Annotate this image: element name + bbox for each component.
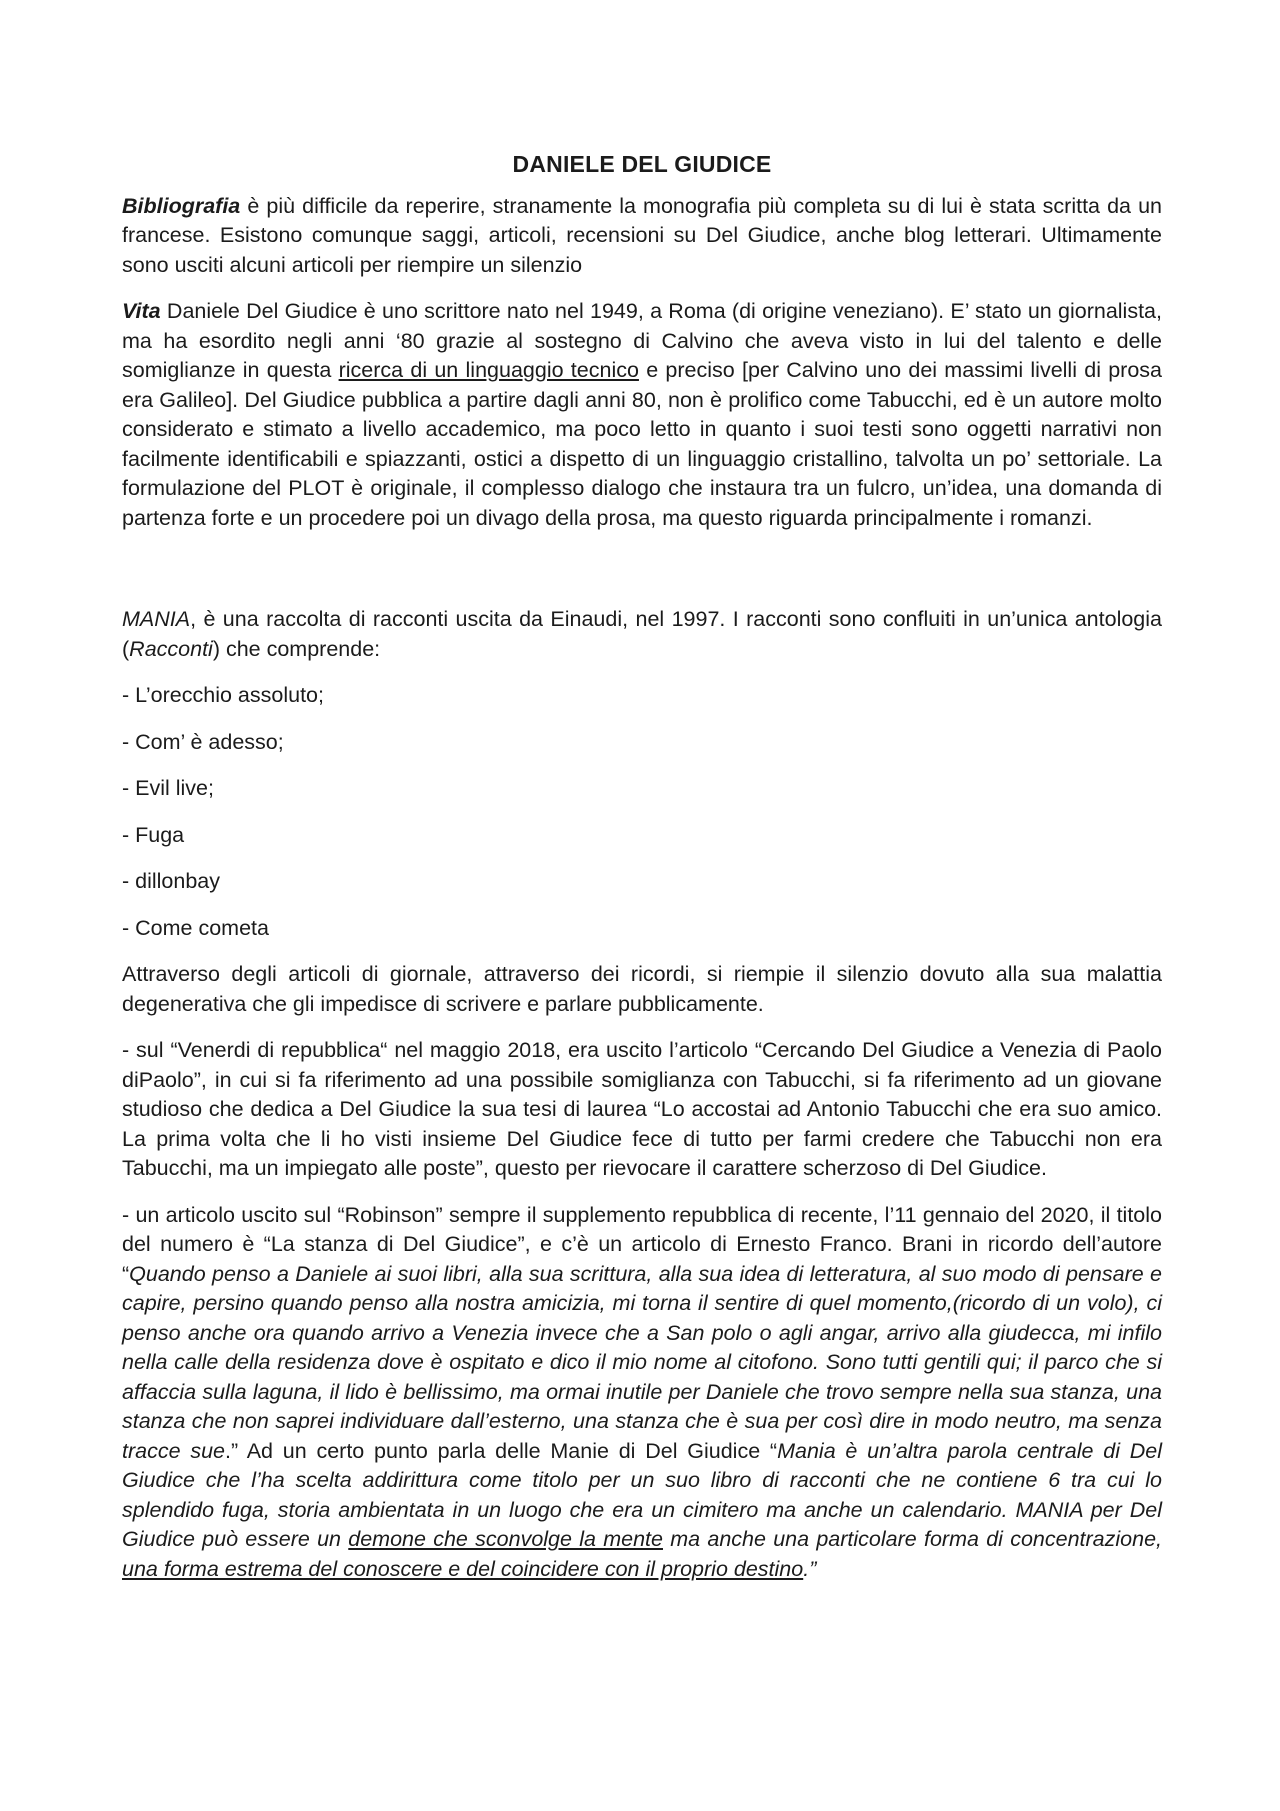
document-title: DANIELE DEL GIUDICE (512, 151, 772, 177)
attraverso-paragraph: Attraverso degli articoli di giornale, attraverso dei ricordi, si riempie il silenzio dovuto alla sua malattia degenerativa che gli impedisce di scrivere e parlare pubblicamente. (122, 962, 1162, 1016)
section-spacer (122, 550, 1162, 605)
vita-label: Vita (122, 299, 161, 323)
racconti-title: Racconti (129, 636, 213, 661)
robinson-quote-1: Quando penso a Daniele ai suoi libri, alla sua scrittura, alla sua idea di letteratura, al suo modo di pensare e capire, persino quando penso alla nostra amicizia, mi torna il sentire di quel momento,(ricordo di un volo), ci penso anche ora quando arrivo a Venezia invece che a San polo o agli angar, arrivo alla giudecca, mi infilo nella calle della residenza dove è ospitato e dico il mio nome al citofono. Sono tutti gentili qui; il parco che si affaccia sulla laguna, il lido è bellissimo, ma ormai inutile per Daniele che trovo sempre nella sua stanza, una stanza che non saprei individuare dall’esterno, una stanza che è sua per così dire in modo neutro, ma senza tracce sue (122, 1261, 1162, 1463)
vita-text-a: Daniele Del Giudice è uno scrittore nato nel 1949, a Roma (di origine veneziano). E’ stato un giornalista, ma ha esordito negli anni ‘80 grazie al sostegno di Calvino che aveva visto in lui del talento e delle somiglianze in questa (122, 299, 1162, 382)
mania-text-a: , è una raccolta di racconti uscita da Einaudi, nel 1997. I racconti sono confluiti in un’unica antologia ( (122, 607, 1162, 661)
robinson-quote-2: Mania è un’altra parola centrale di Del Giudice che l’ha scelta addirittura come titolo per un suo libro di racconti che ne contiene 6 tra cui lo splendido fuga, storia ambientata in un luogo che era un cimitero ma anche un calendario. MANIA per Del Giudice può essere un (122, 1438, 1163, 1551)
robinson-quote-underlined-2: una forma estrema del conoscere e del coincidere con il proprio destino (122, 1556, 804, 1581)
vita-paragraph (122, 297, 1162, 533)
list-item: - L’orecchio assoluto; (122, 683, 324, 707)
mania-text-b: ) che comprende: (212, 636, 381, 661)
bibliografia-paragraph (122, 192, 1162, 281)
document-page (122, 150, 1162, 1601)
list-item: - Come cometa (122, 915, 269, 940)
robinson-paragraph (122, 1201, 1162, 1585)
bibliografia-label: Bibliografia (122, 193, 241, 218)
list-item: - dillonbay (122, 869, 220, 893)
venerdi-paragraph: - sul “Venerdi di repubblica“ nel maggio 2018, era uscito l’articolo “Cercando Del Giudice a Venezia di Paolo diPaolo”, in cui si fa riferimento ad una possibile somiglianza con Tabucchi, si fa riferimento ad un giovane studioso che dedica a Del Giudice la sua tesi di laurea “Lo accostai ad Antonio Tabucchi che era suo amico. La prima volta che li ho visti insieme Del Giudice fece di tutto per farmi credere che Tabucchi non era Tabucchi, ma un impiegato alle poste”, questo per rievocare il carattere scherzoso di Del Giudice. (122, 1038, 1162, 1180)
vita-text-b: e preciso [per Calvino uno dei massimi livelli di prosa era Galileo]. Del Giudice pubblica a partire dagli anni 80, non è prolifico come Tabucchi, ed è un autore molto considerato e stimato a livello accademico, ma poco letto in quanto i suoi testi sono oggetti narrativi non facilmente identificabili e spiazzanti, ostici a dispetto di un linguaggio cristallino, talvolta un po’ settoriale. La formulazione del PLOT è originale, il complesso dialogo che instaura tra un fulcro, un’idea, una domanda di partenza forte e un procedere poi un divago della prosa, ma questo riguarda principalmente i romanzi. (122, 358, 1163, 530)
list-item: - Fuga (122, 822, 185, 847)
robinson-text-a: - un articolo uscito sul “Robinson” sempre il supplemento repubblica di recente, l’11 gennaio del 2020, il titolo del numero è “La stanza di Del Giudice”, e c’è un articolo di Ernesto Franco. Brani in ricordo dell’autore “ (122, 1202, 1162, 1286)
vita-underlined: ricerca di un linguaggio tecnico (338, 358, 639, 382)
robinson-quote-end: .” (803, 1556, 817, 1581)
mania-title: MANIA (122, 607, 191, 631)
robinson-quote-underlined-1: demone che sconvolge la mente (348, 1527, 663, 1551)
list-item: - Com’ è adesso; (122, 729, 284, 754)
robinson-quote-3: ma anche una particolare forma di concentrazione, (662, 1527, 1162, 1551)
mania-paragraph (122, 605, 1162, 664)
list-item: - Evil live; (122, 776, 214, 800)
robinson-text-b: .” Ad un certo punto parla delle Manie di Del Giudice “ (224, 1438, 778, 1463)
bibliografia-text: è più difficile da reperire, stranamente la monografia più completa su di lui è stata scritta da un francese. Esistono comunque saggi, articoli, recensioni su Del Giudice, anche blog letterari. Ultimamente sono usciti alcuni articoli per riempire un silenzio (122, 193, 1162, 277)
